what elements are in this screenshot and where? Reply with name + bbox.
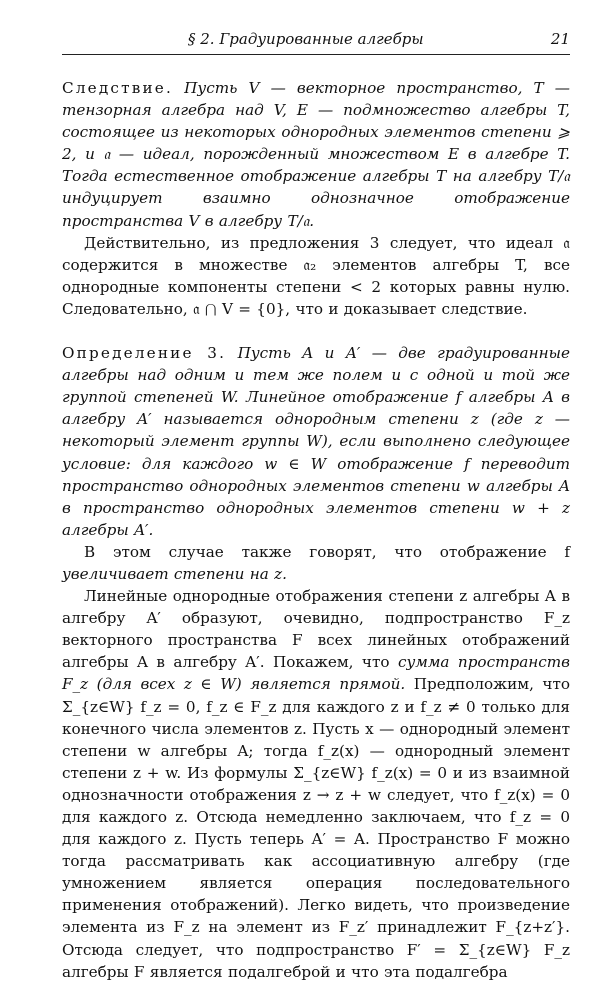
corollary-label: Следствие. [62, 79, 174, 97]
discussion-part-3: Предположим, что Σ_{z∈W} f_z = 0, f_z ∈ F_z для каждого z и f_z ≠ 0 только для конечного числа элементов z. Пусть x — однородный элемент степени w алгебры A; тогда f_z(x) — однородный элемент степени z + w. Из формулы Σ_{z∈W} f_z(x) = 0 и из взаимной однозначности отображения z → z + w следует, что f_z(x) = 0 для каждого z. Отсюда немедленно заключаем, что f_z = 0 для каждого z. Пусть теперь A′ = A. Пространство F можно тогда рассматривать как ассоциативную алгебру (где умножением является операция последовательного применения отображений). Легко видеть, что произведение элемента из F_z на элемент из F_z′ принадлежит F_{z+z′}. Отсюда следует, что подпространство F′ = Σ_{z∈W} F_z алгебры F является подалгеброй и что эта подалгебра [62, 675, 571, 981]
page-header [62, 28, 570, 55]
discussion-paragraph [62, 585, 570, 983]
definition-label: Определение 3. [62, 344, 227, 363]
page-number: 21 [550, 30, 570, 48]
corollary-statement: Пусть V — векторное пространство, T — тензорная алгебра над V, E — подмножество алгебры T, состоящее из некоторых однородных элементов степени ⩾ 2, и 𝔞 — идеал, порожденный множеством E в алгебре T. Тогда естественное отображение алгебры T на алгебру T/𝔞 индуцирует взаимно однозначное отображение пространства V в алгебру T/𝔞. [62, 79, 570, 230]
page-content [62, 77, 570, 983]
remark-text: В этом случае также говорят, что отображение f [84, 542, 570, 561]
remark-italic-text: увеличивает степени на z. [62, 564, 287, 583]
definition-statement: Пусть A и A′ — две градуированные алгебры над одним и тем же полем и с одной и той же группой степеней W. Линейное отображение f алгебры A в алгебру A′ называется однородным степени z (где z — некоторый элемент группы W), если выполнено следующее условие: для каждого w ∈ W отображение f переводит пространство однородных элементов степени w алгебры A в пространство однородных элементов степени w + z алгебры A′. [62, 344, 570, 539]
corollary-paragraph [62, 77, 570, 232]
discussion-part-1: Линейные однородные отображения степени z алгебры A в алгебру A′ образуют, очевидно, подпространство F_z векторного пространства F всех линейных отображений алгебры A в алгебру A′. Покажем, что [62, 587, 570, 672]
book-page [62, 28, 570, 983]
proof-paragraph: Действительно, из предложения 3 следует, что идеал 𝔞 содержится в множестве 𝔞₂ элементов алгебры T, все однородные компоненты степени < 2 которых равны нулю. Следовательно, 𝔞 ⋂ V = {0}, что и доказывает следствие. [62, 233, 570, 318]
discussion-claim: сумма пространств F_z (для всех z ∈ W) является прямой. [62, 653, 571, 694]
running-title: § 2. Градуированные алгебры [188, 30, 424, 48]
definition-paragraph [62, 342, 570, 541]
remark-paragraph [62, 541, 570, 585]
